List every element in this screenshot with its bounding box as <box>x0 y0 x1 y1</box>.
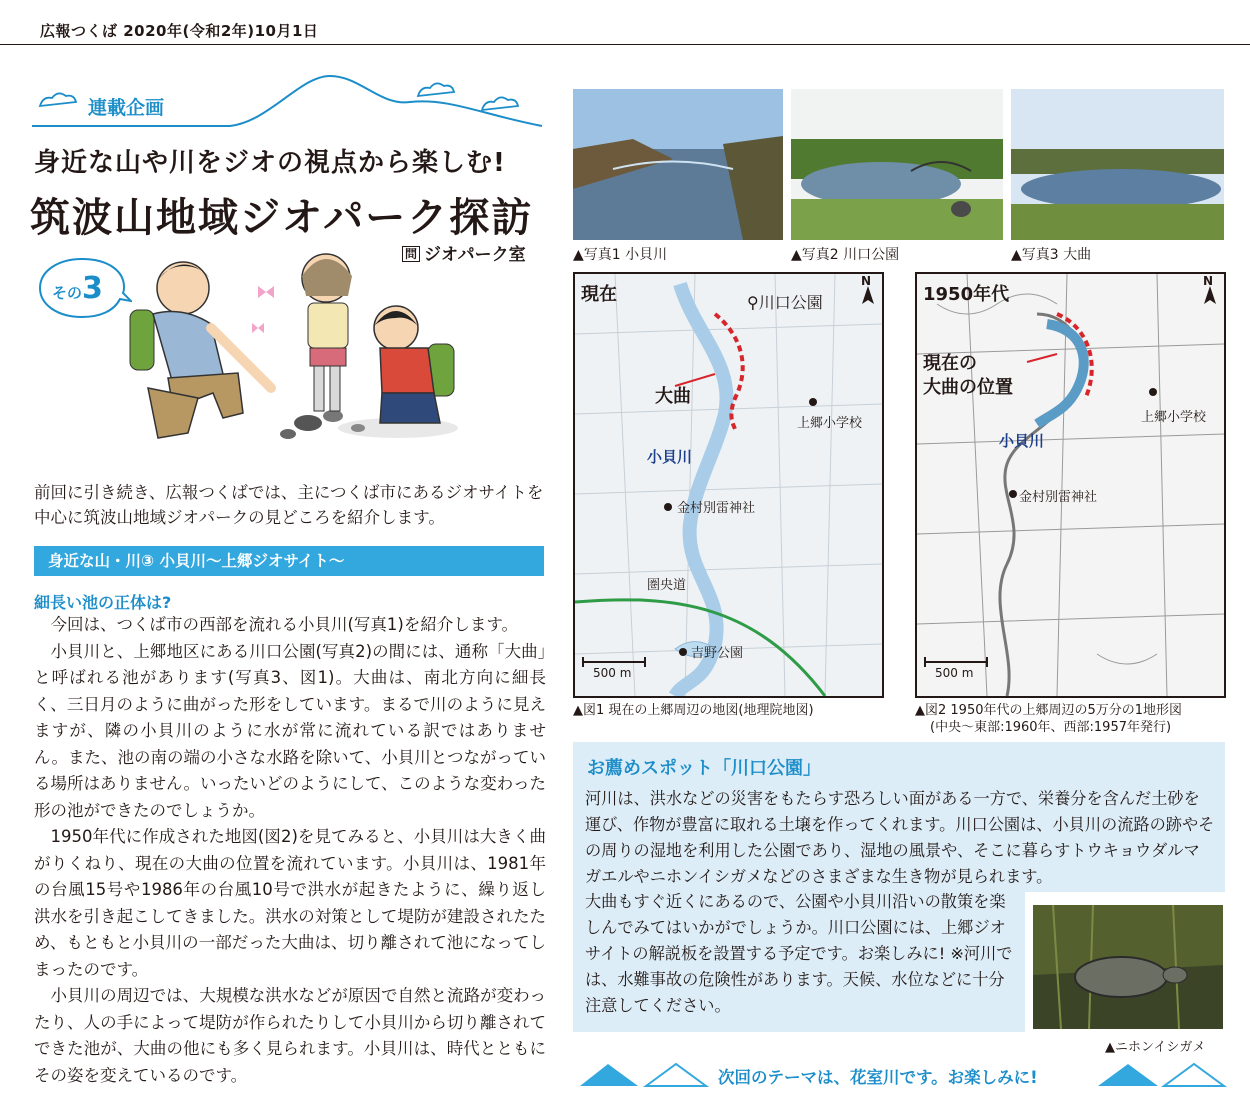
subtitle: 身近な山や川をジオの視点から楽しむ! <box>34 148 506 178</box>
map-current-title: 現在 <box>581 284 617 305</box>
spot-title: お薦めスポット「川口公園」 <box>587 758 821 779</box>
map2-river-label: 小貝川 <box>999 432 1045 450</box>
adult-figure <box>130 262 271 438</box>
map-omagari-label: 大曲 <box>655 386 691 407</box>
section-heading: 細長い池の正体は? <box>34 593 172 612</box>
section-bar: 身近な山・川③ 小貝川〜上郷ジオサイト〜 <box>34 546 544 576</box>
next-theme-banner <box>578 1060 1228 1090</box>
turtle-photo <box>1033 905 1223 1029</box>
cloud-icon <box>418 83 454 96</box>
map-yoshino-label: 吉野公園 <box>691 646 744 661</box>
header-rule <box>0 44 1250 45</box>
next-theme-text: 次回のテーマは、花室川です。お楽しみに! <box>718 1068 1038 1087</box>
map-pin-icon: ⚲ <box>747 293 759 312</box>
map1-caption: ▲図1 現在の上郷周辺の地図(地理院地図) <box>573 703 814 718</box>
map2-caption: ▲図2 1950年代の上郷周辺の5万分の1地形図 <box>915 703 1183 718</box>
photo1-caption: ▲写真1 小貝川 <box>573 247 668 263</box>
paragraph: 小貝川と、上郷地区にある川口公園(写真2)の間には、通称「大曲」と呼ばれる池があります(写真3、図1)。大曲は、南北方向に細長く、三日月のように曲がった形をしています。まるで川のように見えますが、隣の小貝川のように水が常に流れている訳ではありません。また、池の南の端の小さな水路を除いて、小貝川とつながっている場所はありません。いったいどのようにして、このような変わった形の池ができたのでしょうか。 <box>34 641 546 820</box>
photo2-caption: ▲写真2 川口公園 <box>791 247 900 263</box>
part-number: 3 <box>82 271 103 306</box>
photo-kokai-river <box>573 89 783 240</box>
cloud-icon <box>482 97 518 110</box>
map2-scale-label: 500 m <box>935 666 974 680</box>
map-current-art <box>575 274 882 696</box>
map-school-label: 上郷小学校 <box>797 416 863 431</box>
map-road-label: 圏央道 <box>647 578 687 593</box>
boy-figure <box>374 306 454 423</box>
turtle-caption: ▲ニホンイシガメ <box>1105 1040 1206 1055</box>
map-current-position-label: 現在の 大曲の位置 <box>923 353 1013 398</box>
paragraph: 今回は、つくば市の西部を流れる小貝川(写真1)を紹介します。 <box>50 615 519 634</box>
turtle-icon <box>1075 957 1167 997</box>
series-label: 連載企画 <box>88 97 165 119</box>
map-shrine-label: 金村別雷神社 <box>677 501 756 516</box>
map2-shrine-label: 金村別雷神社 <box>1019 490 1098 505</box>
cloud-icon <box>40 93 76 106</box>
girl-figure <box>302 254 352 411</box>
map-1950s-title: 1950年代 <box>923 284 1010 305</box>
issue-header: 広報つくば 2020年(令和2年)10月1日 <box>40 22 319 40</box>
article-body <box>34 612 546 1089</box>
map-1950s-art <box>917 274 1224 696</box>
photo-omagari <box>1011 89 1224 240</box>
contact-box: 問 <box>402 246 420 262</box>
map-current <box>573 272 884 698</box>
spot-text: 河川は、洪水などの災害をもたらす恐ろしい面がある一方で、栄養分を含んだ土砂を運び、作物が豊富に取れる土壌を作ってくれます。川口公園は、小貝川の流路の跡やその周りの湿地を利用した公園であり、湿地の風景や、そこに暮らすトウキョウダルマガエルやニホンイシガメなどのさまざまな生き物が見られます。 <box>585 789 1215 886</box>
map-scale-label: 500 m <box>593 666 632 680</box>
map-river-label: 小貝川 <box>647 448 693 466</box>
intro-text: 前回に引き続き、広報つくばでは、主につくば市にあるジオサイトを中心に筑波山地域ジオパークの見どころを紹介します。 <box>34 483 544 527</box>
map-park-label: ⚲川口公園 <box>747 293 823 312</box>
main-title: 筑波山地域ジオパーク探訪 <box>30 195 534 241</box>
map2-school-label: 上郷小学校 <box>1141 410 1207 425</box>
map-north-label: N <box>861 274 872 288</box>
spot-text-continued: 大曲もすぐ近くにあるので、公園や小貝川沿いの散策を楽しんでみてはいかがでしょうか。川口公園には、上郷ジオサイトの解説板を設置する予定です。お楽しみに! ※河川では、水難事故の危険性があります。天候、水位などに十分注意してください。 <box>585 892 1013 1015</box>
paragraph: 1950年代に作成された地図(図2)を見てみると、小貝川は大きく曲がりくねり、現在の大曲の位置を流れています。小貝川は、1981年の台風15号や1986年の台風10号で洪水が起きたように、繰り返し洪水を引き起こしてきました。洪水の対策として堤防が建設されたため、もともと小貝川の一部だった大曲は、切り離されて池になってしまったのです。 <box>34 827 546 979</box>
photo3-caption: ▲写真3 大曲 <box>1011 247 1092 263</box>
part-prefix: その <box>52 284 83 302</box>
family-illustration <box>108 248 473 453</box>
paragraph: 小貝川の周辺では、大規模な洪水などが原因で自然と流路が変わったり、人の手によって堤防が作られたりして小貝川から切り離されてできた池が、大曲の他にも多く見られます。小貝川は、時代とともにその姿を変えているのです。 <box>34 986 546 1085</box>
map-1950s <box>915 272 1226 698</box>
map2-north-label: N <box>1203 274 1214 288</box>
photo-kawaguchi-park <box>791 89 1003 240</box>
map2-caption-note: (中央〜東部:1960年、西部:1957年発行) <box>930 720 1172 735</box>
department-name: ジオパーク室 <box>424 245 526 265</box>
butterfly-icon <box>252 286 274 333</box>
